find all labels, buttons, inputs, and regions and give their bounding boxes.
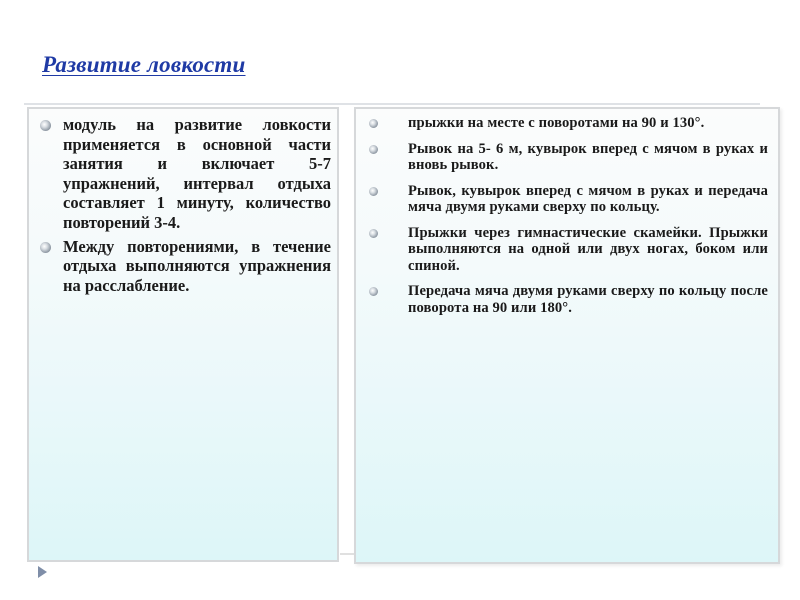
- list-item-text: Рывок, кувырок вперед с мячом в руках и передача мяча двумя руками сверху по кольцу.: [408, 182, 768, 215]
- left-content-panel: [27, 107, 339, 562]
- sphere-bullet-icon: [369, 187, 378, 196]
- list-item-text: Между повторениями, в течение отдыха выполняются упражнения на расслабление.: [63, 236, 331, 295]
- next-slide-arrow-icon[interactable]: [38, 566, 47, 578]
- list-item: [364, 225, 768, 275]
- sphere-bullet-icon: [40, 120, 51, 131]
- list-item: [37, 237, 331, 296]
- sphere-bullet-icon: [369, 229, 378, 238]
- sphere-bullet-icon: [369, 119, 378, 128]
- footer-divider: [340, 553, 354, 555]
- list-item: [364, 283, 768, 316]
- right-bullet-list: [364, 115, 768, 316]
- list-item: [364, 183, 768, 216]
- list-item-text: Рывок на 5- 6 м, кувырок вперед с мячом в руках и вновь рывок.: [408, 140, 768, 173]
- sphere-bullet-icon: [369, 287, 378, 296]
- list-item: [364, 141, 768, 174]
- left-bullet-list: [37, 115, 331, 295]
- list-item: [37, 115, 331, 233]
- title-divider: [24, 103, 760, 105]
- right-content-panel: [354, 107, 780, 564]
- list-item-text: Прыжки через гимнастические скамейки. Прыжки выполняются на одной или двух ногах, боком или спиной.: [408, 224, 768, 274]
- list-item-text: прыжки на месте с поворотами на 90 и 130°.: [408, 115, 705, 131]
- list-item-text: Передача мяча двумя руками сверху по кольцу после поворота на 90 или 180°.: [408, 283, 768, 316]
- list-item-text: модуль на развитие ловкости применяется в основной части занятия и включает 5-7 упражнений, интервал отдыха составляет 1 минуту, количество повторений 3-4.: [63, 115, 331, 232]
- sphere-bullet-icon: [40, 242, 51, 253]
- list-item: [364, 115, 768, 132]
- sphere-bullet-icon: [369, 145, 378, 154]
- slide-title: Развитие ловкости: [42, 52, 246, 77]
